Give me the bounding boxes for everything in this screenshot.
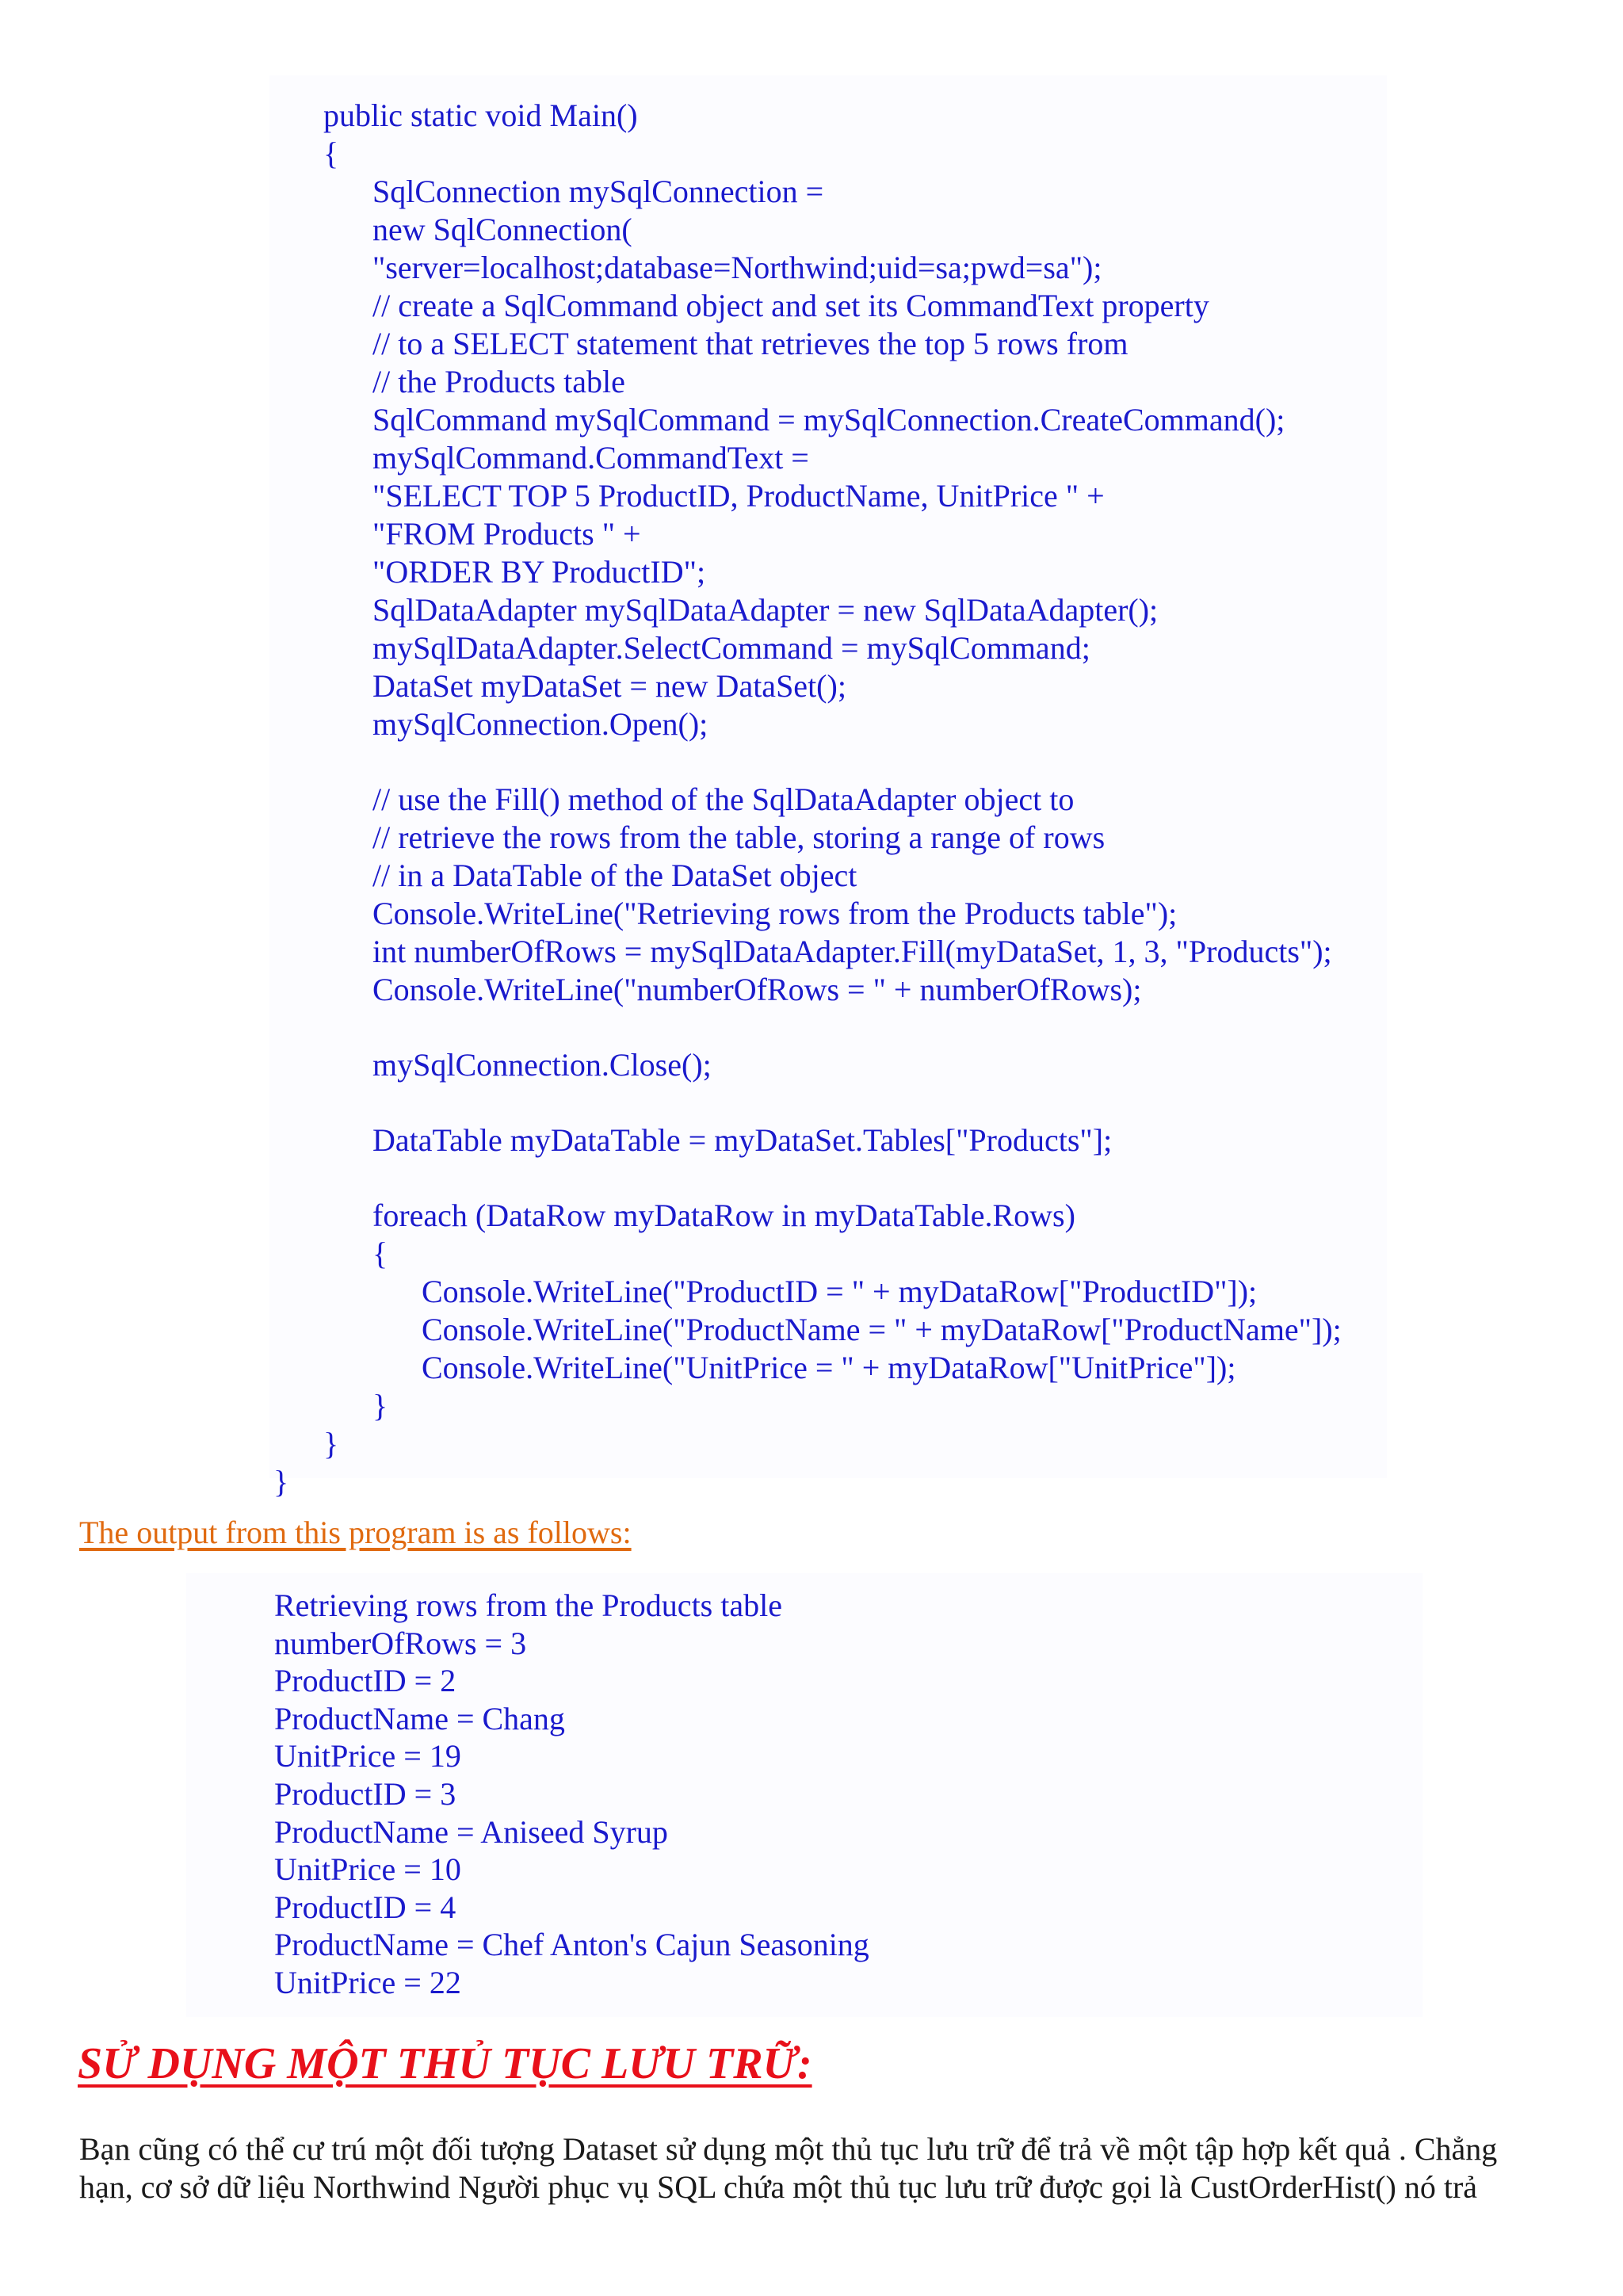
code-line: Console.WriteLine("numberOfRows = " + numberOfRows);: [372, 972, 1142, 1007]
code-line: // the Products table: [372, 364, 625, 399]
code-line: }: [323, 1426, 339, 1461]
code-line: {: [372, 1236, 388, 1271]
output-line: UnitPrice = 22: [274, 1965, 461, 2000]
code-line: mySqlCommand.CommandText =: [372, 440, 809, 476]
code-line: SqlCommand mySqlCommand = mySqlConnection.CreateCommand();: [372, 402, 1285, 437]
code-line: }: [372, 1388, 388, 1423]
code-line: SqlConnection mySqlConnection =: [372, 174, 824, 209]
code-line: "server=localhost;database=Northwind;uid=sa;pwd=sa");: [372, 250, 1102, 285]
code-line: new SqlConnection(: [372, 212, 632, 247]
code-line: "SELECT TOP 5 ProductID, ProductName, UnitPrice " +: [372, 478, 1105, 514]
code-line: "ORDER BY ProductID";: [372, 554, 706, 590]
output-line: UnitPrice = 19: [274, 1738, 461, 1775]
output-line: ProductID = 3: [274, 1776, 456, 1812]
code-line: }: [273, 1464, 289, 1499]
output-line: UnitPrice = 10: [274, 1851, 461, 1888]
output-line: ProductID = 2: [274, 1663, 456, 1699]
code-line: int numberOfRows = mySqlDataAdapter.Fill(myDataSet, 1, 3, "Products");: [372, 934, 1332, 969]
section-heading: SỬ DỤNG MỘT THỦ TỤC LƯU TRỮ:: [78, 2039, 812, 2088]
code-line: // create a SqlCommand object and set its CommandText property: [372, 288, 1209, 323]
output-heading: The output from this program is as follows:: [79, 1515, 632, 1550]
code-line: public static void Main(): [323, 97, 638, 133]
code-line: mySqlConnection.Open();: [372, 706, 708, 742]
code-line: Console.WriteLine("ProductName = " + myDataRow["ProductName"]);: [422, 1312, 1342, 1347]
paragraph-line: Bạn cũng có thể cư trú một đối tượng Dataset sử dụng một thủ tục lưu trữ để trả về một tập hợp kết quả . Chẳng: [79, 2131, 1498, 2167]
output-line: ProductName = Aniseed Syrup: [274, 1813, 668, 1850]
code-line: // use the Fill() method of the SqlDataAdapter object to: [372, 781, 1075, 817]
code-line: // retrieve the rows from the table, storing a range of rows: [372, 819, 1106, 855]
code-line: DataTable myDataTable = myDataSet.Tables["Products"];: [372, 1122, 1113, 1158]
code-line: DataSet myDataSet = new DataSet();: [372, 668, 846, 704]
code-line: Console.WriteLine("UnitPrice = " + myDataRow["UnitPrice"]);: [422, 1350, 1236, 1385]
code-line: Console.WriteLine("ProductID = " + myDataRow["ProductID"]);: [422, 1274, 1258, 1309]
paragraph-line: hạn, cơ sở dữ liệu Northwind Người phục vụ SQL chứa một thủ tục lưu trữ được gọi là CustOrderHist() nó trả: [79, 2169, 1478, 2205]
code-line: mySqlDataAdapter.SelectCommand = mySqlCommand;: [372, 630, 1090, 666]
output-line: Retrieving rows from the Products table: [274, 1587, 782, 1623]
code-line: // in a DataTable of the DataSet object: [372, 858, 857, 893]
code-line: SqlDataAdapter mySqlDataAdapter = new SqlDataAdapter();: [372, 592, 1159, 628]
code-line: foreach (DataRow myDataRow in myDataTable.Rows): [372, 1198, 1075, 1233]
code-line: "FROM Products " +: [372, 516, 641, 552]
output-line: ProductID = 4: [274, 1889, 456, 1925]
output-line: ProductName = Chef Anton's Cajun Seasoning: [274, 1927, 869, 1963]
output-line: numberOfRows = 3: [274, 1625, 527, 1661]
code-line: {: [323, 136, 339, 171]
code-line: // to a SELECT statement that retrieves the top 5 rows from: [372, 326, 1128, 361]
code-line: Console.WriteLine("Retrieving rows from the Products table");: [372, 896, 1178, 931]
code-line: mySqlConnection.Close();: [372, 1047, 712, 1083]
output-line: ProductName = Chang: [274, 1700, 565, 1736]
